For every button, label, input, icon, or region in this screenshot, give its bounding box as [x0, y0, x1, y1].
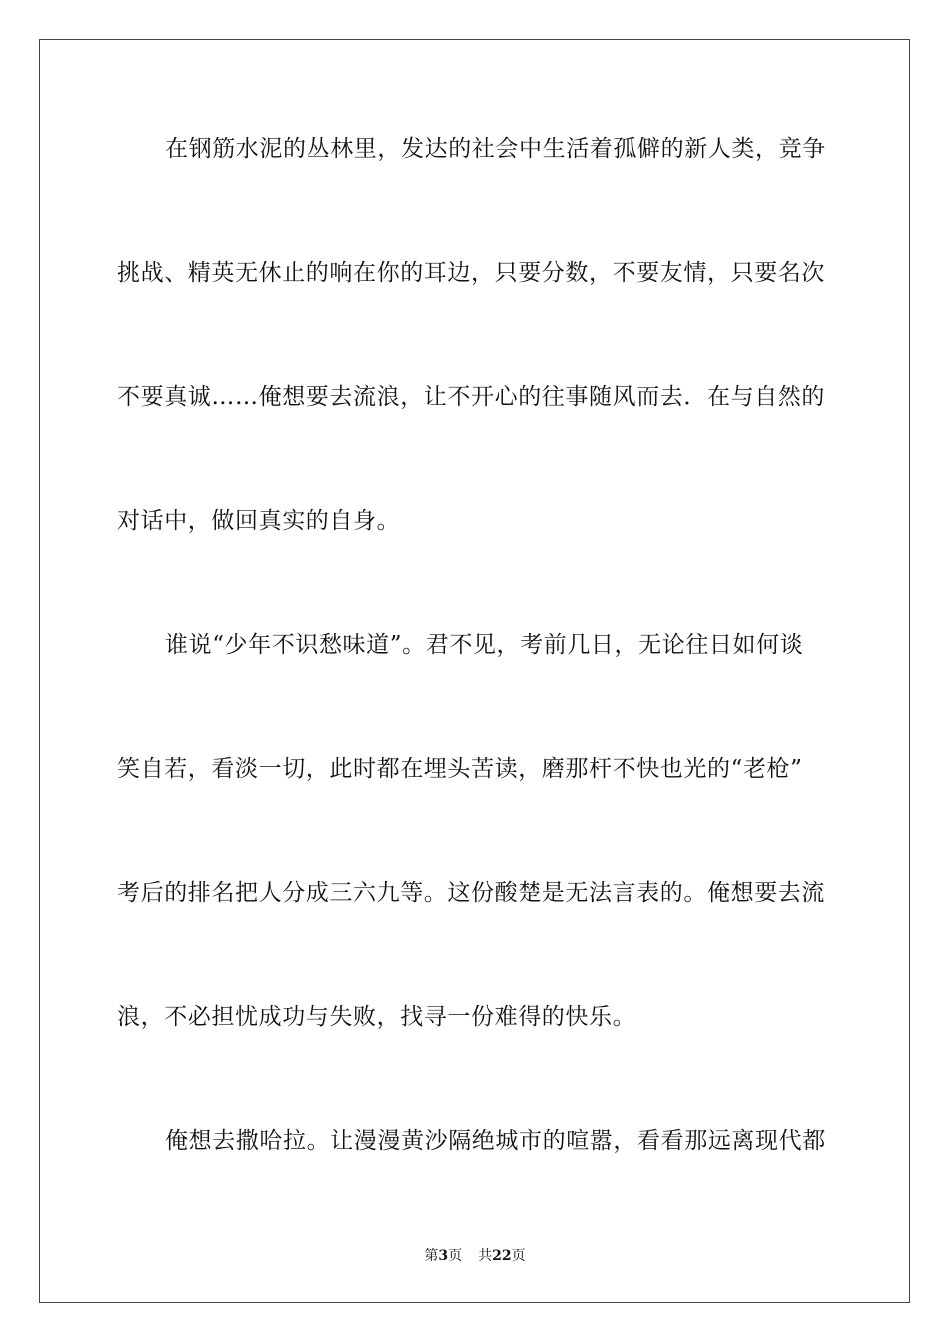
page-prefix: 第 — [424, 1248, 439, 1264]
paragraph-1-line-3: 不要真诚……俺想要去流浪，让不开心的往事随风而去．在与自然的 — [117, 384, 825, 410]
paragraph-1-line-4: 对话中，做回真实的自身。 — [117, 508, 401, 534]
page-footer — [0, 1247, 950, 1265]
page-suffix: 页 — [448, 1248, 463, 1264]
page-border — [39, 39, 910, 1303]
paragraph-3-line-1: 俺想去撒哈拉。让漫漫黄沙隔绝城市的喧嚣，看看那远离现代都 — [165, 1128, 826, 1154]
paragraph-2-line-4: 浪，不必担忧成功与失败，找寻一份难得的快乐。 — [117, 1004, 637, 1030]
total-pages: 22 — [492, 1248, 512, 1264]
page-number: 3 — [438, 1248, 449, 1264]
paragraph-1-line-1: 在钢筋水泥的丛林里，发达的社会中生活着孤僻的新人类，竞争 — [165, 136, 826, 162]
paragraph-1-line-2: 挑战、精英无休止的响在你的耳边，只要分数，不要友情，只要名次 — [117, 260, 825, 286]
paragraph-2-line-3: 考后的排名把人分成三六九等。这份酸楚是无法言表的。俺想要去流 — [117, 880, 825, 906]
paragraph-2-line-1: 谁说“少年不识愁味道”。君不见，考前几日，无论往日如何谈 — [165, 632, 804, 658]
paragraph-2-line-2: 笑自若，看淡一切，此时都在埋头苦读，磨那杆不快也光的“老枪” — [117, 756, 803, 782]
total-prefix: 共 — [478, 1248, 493, 1264]
total-suffix: 页 — [511, 1248, 526, 1264]
